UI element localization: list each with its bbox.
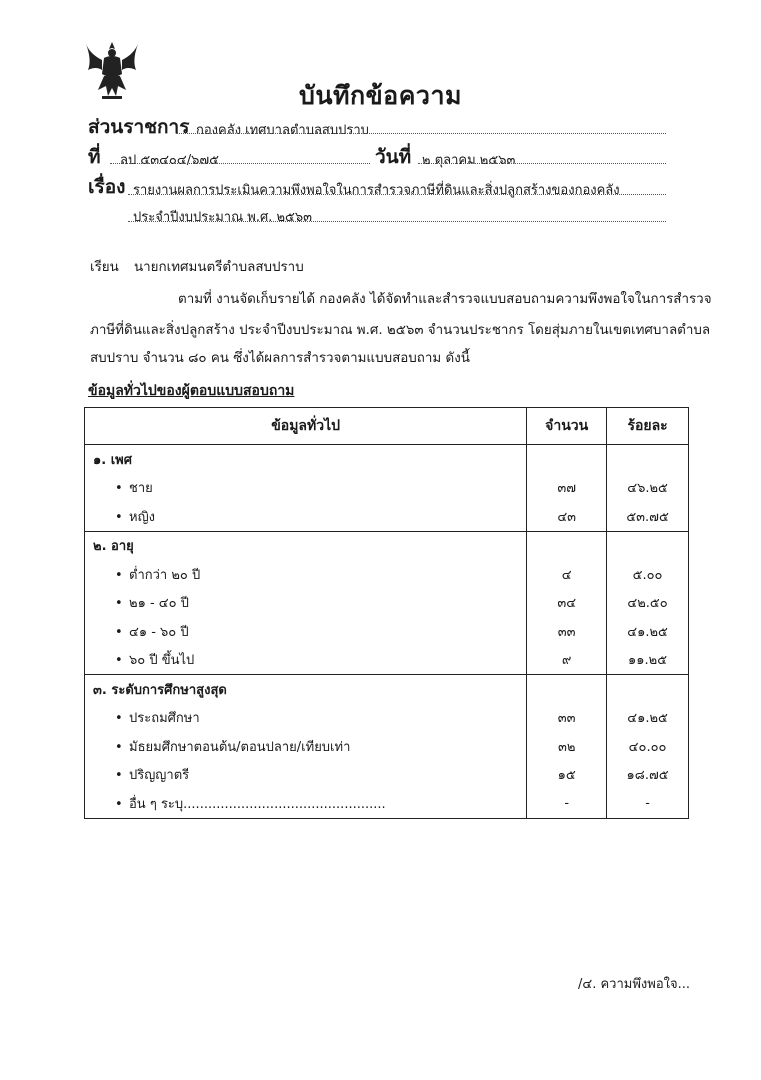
table-row <box>85 646 689 675</box>
row-label-text: ชาย <box>129 481 153 497</box>
row-label <box>85 474 527 503</box>
row-count: ๔๓ <box>527 502 607 531</box>
row-label-text: ๒๑ - ๔๐ ปี <box>129 596 189 612</box>
row-percent: ๔๖.๒๕ <box>607 474 689 503</box>
row-label-text: อื่น ๆ ระบุ................................................. <box>129 796 386 812</box>
row-label-text: ต่ำกว่า ๒๐ ปี <box>129 567 201 583</box>
table-row <box>85 474 689 503</box>
subject-dotline-1 <box>128 194 666 195</box>
row-percent: - <box>607 789 689 818</box>
table-row <box>85 761 689 790</box>
table-row <box>85 589 689 618</box>
table-row <box>85 704 689 733</box>
date-row <box>375 142 411 172</box>
paragraph-line-3: สบปราบ จำนวน ๘๐ คน ซึ่งได้ผลการสำรวจตามแบบสอบถาม ดังนี้ <box>90 351 470 366</box>
row-label <box>85 789 527 818</box>
bullet-icon: • <box>115 711 123 727</box>
table-header-row <box>85 408 689 445</box>
empty-cell <box>607 445 689 474</box>
ref-dotline <box>110 163 370 164</box>
row-count: ๓๓ <box>527 617 607 646</box>
row-count: ๙ <box>527 646 607 675</box>
document-title: บันทึกข้อความ <box>299 81 462 110</box>
row-percent: ๑๘.๗๕ <box>607 761 689 790</box>
row-count: ๓๓ <box>527 704 607 733</box>
empty-cell <box>527 531 607 560</box>
row-count: ๔ <box>527 560 607 589</box>
row-label-text: มัธยมศึกษาตอนต้น/ตอนปลาย/เทียบเท่า <box>129 739 351 755</box>
row-count: ๓๔ <box>527 589 607 618</box>
table-row <box>85 732 689 761</box>
bullet-icon: • <box>115 509 123 525</box>
table-row <box>85 560 689 589</box>
empty-cell <box>527 445 607 474</box>
row-count: ๓๒ <box>527 732 607 761</box>
subject-line-1: รายงานผลการประเมินความพึงพอใจในการสำรวจภาษีที่ดินและสิ่งปลูกสร้างของกองคลัง <box>133 183 620 198</box>
group-title-gender: ๑. เพศ <box>85 445 527 474</box>
section-title: ข้อมูลทั่วไปของผู้ตอบแบบสอบถาม <box>88 383 295 399</box>
date-label: วันที่ <box>375 146 412 168</box>
row-label <box>85 732 527 761</box>
row-label-text: ๔๑ - ๖๐ ปี <box>129 624 189 640</box>
group-title-row <box>85 445 689 474</box>
group-title-education: ๓. ระดับการศึกษาสูงสุด <box>85 675 527 704</box>
row-label <box>85 502 527 531</box>
row-label <box>85 560 527 589</box>
row-label-text: ปริญญาตรี <box>129 768 190 784</box>
row-label <box>85 704 527 733</box>
salutation-value: นายกเทศมนตรีตำบลสบปราบ <box>134 260 304 275</box>
column-header-info: ข้อมูลทั่วไป <box>85 408 527 445</box>
agency-label: ส่วนราชการ <box>88 116 190 138</box>
ref-value: ลป ๕๓๔๐๔/๖๗๕ <box>120 153 219 168</box>
column-header-count: จำนวน <box>527 408 607 445</box>
row-label <box>85 589 527 618</box>
group-title-row <box>85 675 689 704</box>
table-row <box>85 502 689 531</box>
salutation-label: เรียน <box>90 260 119 275</box>
subject-row <box>88 172 125 202</box>
row-label <box>85 646 527 675</box>
date-dotline <box>418 163 666 164</box>
ref-label: ที่ <box>88 146 101 168</box>
empty-cell <box>527 675 607 704</box>
column-header-percent: ร้อยละ <box>607 408 689 445</box>
continuation-note: /๔. ความพึงพอใจ... <box>578 977 691 992</box>
paragraph-line-2: ภาษีที่ดินและสิ่งปลูกสร้าง ประจำปีงบประมาณ พ.ศ. ๒๕๖๓ จำนวนประชากร โดยสุ่มภายในเขตเทศบาลตำบล <box>90 323 711 338</box>
general-info-table <box>84 407 689 819</box>
agency-row <box>88 112 189 142</box>
agency-value: กองคลัง เทศบาลตำบลสบปราบ <box>196 123 369 138</box>
bullet-icon: • <box>115 768 123 784</box>
row-label-text: ประถมศึกษา <box>129 711 200 727</box>
row-label <box>85 761 527 790</box>
table-row <box>85 617 689 646</box>
group-title-row <box>85 531 689 560</box>
bullet-icon: • <box>115 481 123 497</box>
subject-dotline-2 <box>128 221 666 222</box>
agency-dotline <box>176 133 666 134</box>
row-percent: ๕.๐๐ <box>607 560 689 589</box>
row-label-text: หญิง <box>129 509 155 525</box>
row-count: ๑๕ <box>527 761 607 790</box>
bullet-icon: • <box>115 567 123 583</box>
table-row <box>85 789 689 818</box>
row-label-text: ๖๐ ปี ขึ้นไป <box>129 653 195 669</box>
empty-cell <box>607 531 689 560</box>
subject-label: เรื่อง <box>88 176 126 198</box>
row-count: ๓๗ <box>527 474 607 503</box>
date-value: ๒ ตุลาคม ๒๕๖๓ <box>422 153 516 168</box>
row-count: - <box>527 789 607 818</box>
empty-cell <box>607 675 689 704</box>
row-percent: ๔๑.๒๕ <box>607 704 689 733</box>
group-title-age: ๒. อายุ <box>85 531 527 560</box>
bullet-icon: • <box>115 739 123 755</box>
row-percent: ๕๓.๗๕ <box>607 502 689 531</box>
row-percent: ๔๐.๐๐ <box>607 732 689 761</box>
bullet-icon: • <box>115 796 123 812</box>
paragraph-line-1: ตามที่ งานจัดเก็บรายได้ กองคลัง ได้จัดทำและสำรวจแบบสอบถามความพึงพอใจในการสำรวจ <box>178 292 712 307</box>
row-percent: ๑๑.๒๕ <box>607 646 689 675</box>
bullet-icon: • <box>115 653 123 669</box>
ref-row <box>88 142 101 172</box>
bullet-icon: • <box>115 624 123 640</box>
bullet-icon: • <box>115 596 123 612</box>
row-percent: ๔๑.๒๕ <box>607 617 689 646</box>
row-label <box>85 617 527 646</box>
subject-line-2: ประจำปีงบประมาณ พ.ศ. ๒๕๖๓ <box>133 210 313 225</box>
row-percent: ๔๒.๕๐ <box>607 589 689 618</box>
